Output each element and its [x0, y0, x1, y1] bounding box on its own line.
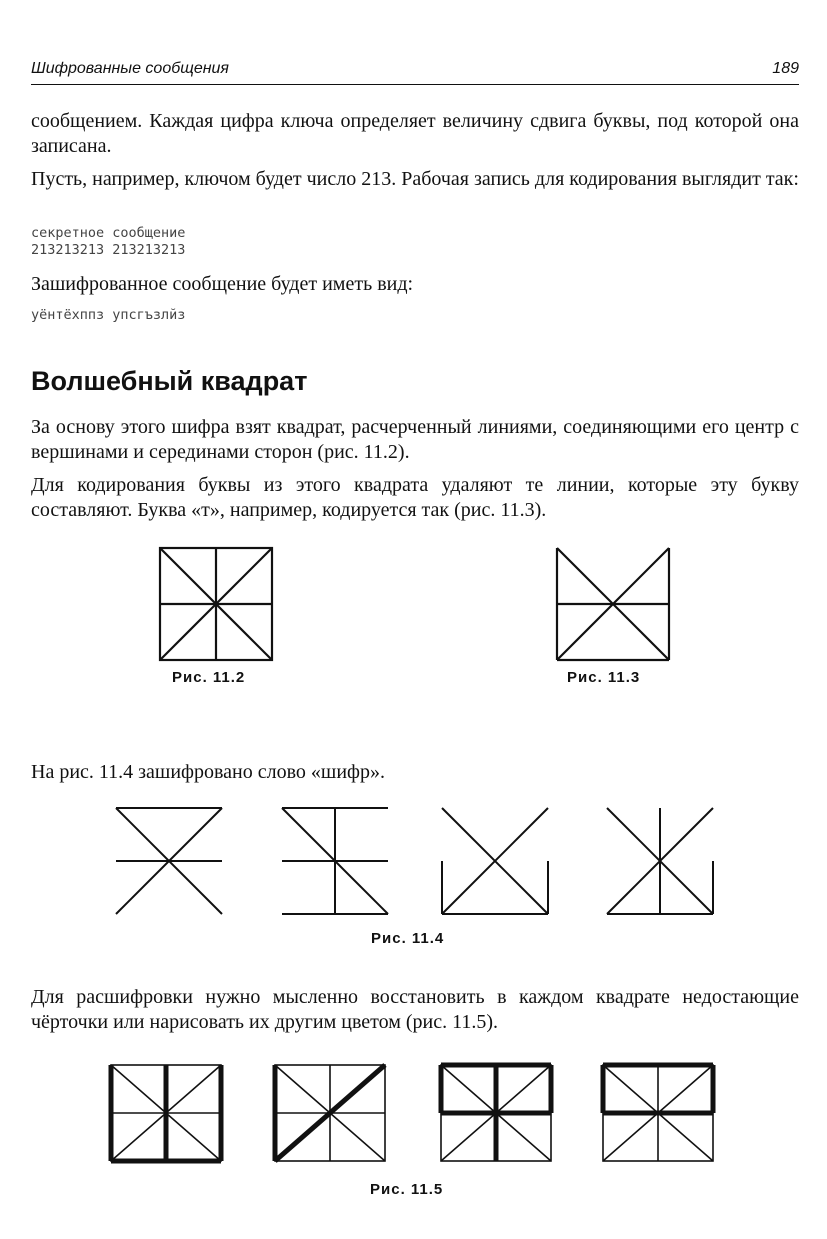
paragraph-2: Пусть, например, ключом будет число 213. Рабочая запись для кодирования выглядит так:: [31, 168, 799, 190]
figure-11-5-square-2: [273, 1063, 387, 1163]
figure-11-5-square-3: [439, 1063, 553, 1163]
paragraph-6: На рис. 11.4 зашифровано слово «шифр».: [31, 761, 385, 783]
code-block: [31, 225, 185, 259]
figure-11-5-square-4: [601, 1063, 715, 1163]
running-header: [31, 58, 799, 85]
figure-11-4-letter-3: [440, 806, 550, 916]
paragraph-4: За основу этого шифра взят квадрат, расчерченный линиями, соединяющими его центр с вершинами и серединами сторон (рис. 11.2).: [31, 416, 799, 463]
figure-11-4-letter-1: [114, 806, 224, 916]
encrypted-line: уёнтёхппз упсгъзлйз: [31, 307, 186, 323]
code-line-plaintext: секретное сообщение: [31, 225, 186, 241]
caption-11-5: Рис. 11.5: [370, 1181, 444, 1198]
page-number: 189: [772, 60, 799, 77]
paragraph-3: Зашифрованное сообщение будет иметь вид:: [31, 273, 414, 295]
code-line-key: 213213213 213213213: [31, 242, 186, 258]
figure-11-4-letter-4: [605, 806, 715, 916]
paragraph-7: Для расшифровки нужно мысленно восстановить в каждом квадрате недостающие чёрточки или нарисовать их другим цветом (рис. 11.5).: [31, 986, 799, 1033]
figure-11-2: [158, 546, 274, 662]
paragraph-1: сообщением. Каждая цифра ключа определяет величину сдвига буквы, под которой она записана.: [31, 110, 799, 157]
caption-11-4: Рис. 11.4: [371, 930, 445, 947]
figure-11-3: [555, 546, 671, 662]
figure-11-5-square-1: [109, 1063, 223, 1163]
running-header-title: Шифрованные сообщения: [31, 60, 229, 77]
section-heading: Волшебный квадрат: [31, 366, 308, 396]
paragraph-5: Для кодирования буквы из этого квадрата удаляют те линии, которые эту букву составляют. Буква «т», например, кодируется так (рис. 11.3).: [31, 474, 799, 521]
figure-11-4-letter-2: [280, 806, 390, 916]
caption-11-3: Рис. 11.3: [567, 669, 641, 686]
caption-11-2: Рис. 11.2: [172, 669, 246, 686]
